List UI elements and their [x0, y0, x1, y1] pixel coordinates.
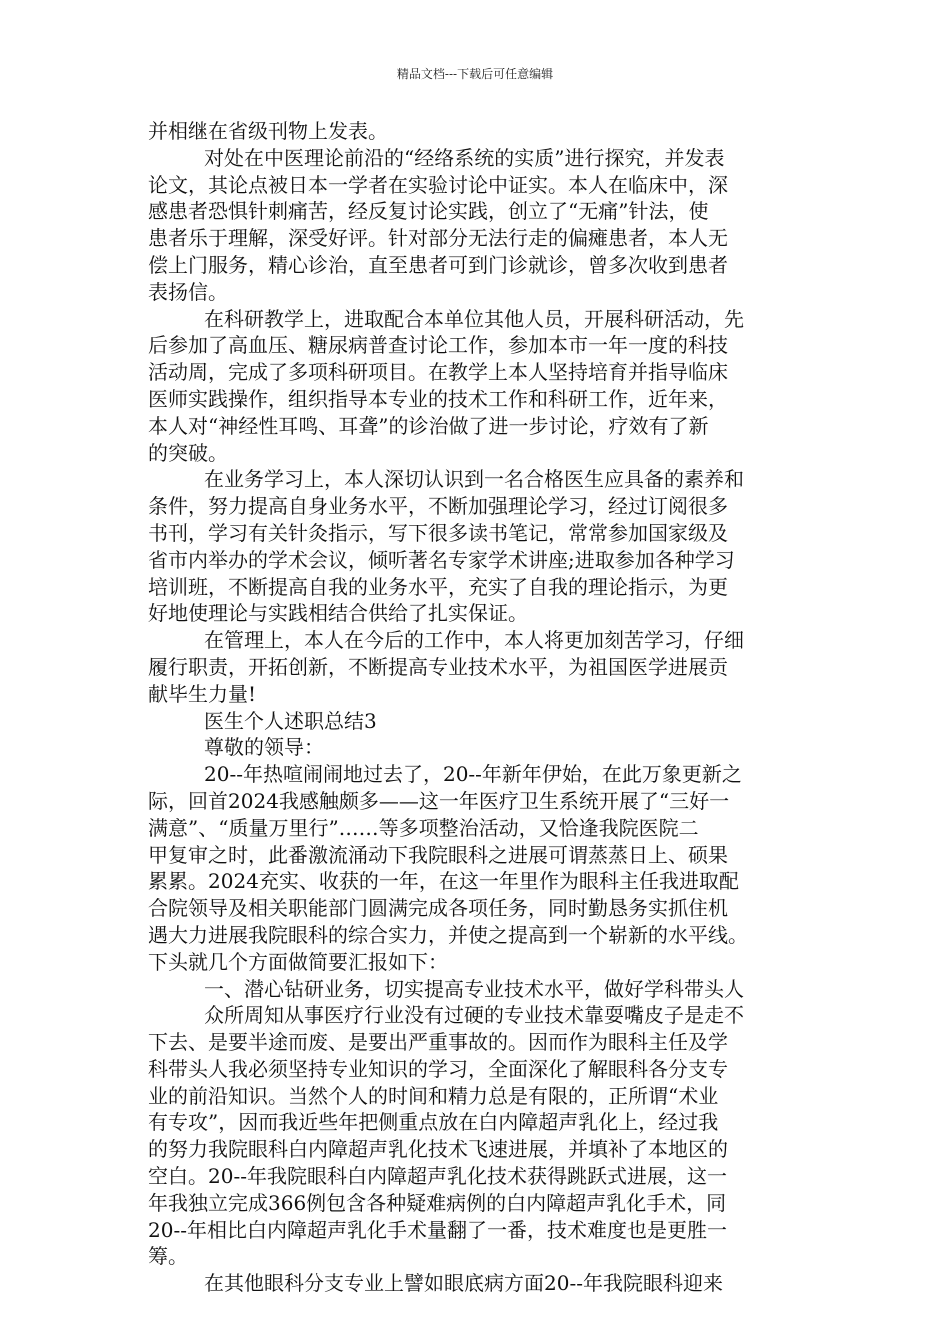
text-line: 偿上门服务，精心诊治，直至患者可到门诊就诊，曾多次收到患者 — [148, 252, 728, 277]
page-header: 精品文档---下载后可任意编辑 — [396, 67, 554, 81]
text-line: 医生个人述职总结3 — [204, 708, 377, 733]
text-line: 筹。 — [148, 1244, 188, 1269]
text-line: 尊敬的领导： — [204, 735, 324, 760]
text-line: 书刊，学习有关针灸指示，写下很多读书笔记，常常参加国家级及 — [148, 520, 728, 545]
text-line: 甲复审之时，此番激流涌动下我院眼科之进展可谓蒸蒸日上、硕果 — [148, 842, 728, 867]
text-line: 对处在中医理论前沿的“经络系统的实质”进行探究，并发表 — [204, 145, 725, 170]
text-line: 空白。20--年我院眼科白内障超声乳化技术获得跳跃式进展，这一 — [148, 1164, 727, 1189]
text-line: 业的前沿知识。当然个人的时间和精力总是有限的，正所谓“术业 — [148, 1083, 719, 1108]
text-line: 一、潜心钻研业务，切实提高专业技术水平，做好学科带头人 — [204, 976, 744, 1001]
text-line: 后参加了高血压、糖尿病普查讨论工作，参加本市一年一度的科技 — [148, 333, 728, 358]
document-body — [148, 118, 813, 1297]
text-line: 满意”、“质量万里行”……等多项整治活动，又恰逢我院医院二 — [148, 815, 699, 840]
text-line: 在管理上，本人在今后的工作中，本人将更加刻苦学习，仔细 — [204, 628, 744, 653]
text-line: 本人对“神经性耳鸣、耳聋”的诊治做了进一步讨论，疗效有了新 — [148, 413, 709, 438]
text-line: 科带头人我必须坚持专业知识的学习，全面深化了解眼科各分支专 — [148, 1056, 728, 1081]
text-line: 医师实践操作，组织指导本专业的技术工作和科研工作，近年来， — [148, 386, 728, 411]
text-line: 20--年相比白内障超声乳化手术量翻了一番，技术难度也是更胜一 — [148, 1217, 727, 1242]
text-line: 患者乐于理解，深受好评。针对部分无法行走的偏瘫患者，本人无 — [148, 226, 728, 251]
text-line: 在业务学习上，本人深切认识到一名合格医生应具备的素养和 — [204, 467, 744, 492]
text-line: 在科研教学上，进取配合本单位其他人员，开展科研活动，先 — [204, 306, 744, 331]
text-line: 履行职责，开拓创新，不断提高专业技术水平，为祖国医学进展贡 — [148, 654, 728, 679]
text-line: 在其他眼科分支专业上譬如眼底病方面20--年我院眼科迎来 — [204, 1271, 723, 1296]
text-line: 20--年热喧闹闹地过去了，20--年新年伊始，在此万象更新之 — [204, 762, 742, 787]
text-line: 年我独立完成366例包含各种疑难病例的白内障超声乳化手术，同 — [148, 1190, 727, 1215]
text-line: 培训班，不断提高自我的业务水平，充实了自我的理论指示，为更 — [148, 574, 728, 599]
text-line: 下去、是要半途而废、是要出严重事故的。因而作为眼科主任及学 — [148, 1030, 728, 1055]
text-line: 的突破。 — [148, 440, 228, 465]
text-line: 条件，努力提高自身业务水平，不断加强理论学习，经过订阅很多 — [148, 494, 728, 519]
text-line: 遇大力进展我院眼科的综合实力，并使之提高到一个崭新的水平线。 — [148, 922, 748, 947]
text-line: 论文，其论点被日本一学者在实验讨论中证实。本人在临床中，深 — [148, 172, 728, 197]
text-line: 累累。2024充实、收获的一年，在这一年里作为眼科主任我进取配 — [148, 869, 739, 894]
text-line: 活动周，完成了多项科研项目。在教学上本人坚持培育并指导临床 — [148, 360, 728, 385]
text-line: 并相继在省级刊物上发表。 — [148, 119, 388, 143]
text-line: 表扬信。 — [148, 279, 228, 304]
text-line: 省市内举办的学术会议，倾听著名专家学术讲座;进取参加各种学习 — [148, 547, 735, 572]
text-line: 献毕生力量! — [148, 681, 257, 706]
text-line: 的努力我院眼科白内障超声乳化技术飞速进展，并填补了本地区的 — [148, 1137, 728, 1162]
text-line: 好地使理论与实践相结合供给了扎实保证。 — [148, 601, 528, 626]
text-line: 有专攻”，因而我近些年把侧重点放在白内障超声乳化上，经过我 — [148, 1110, 719, 1135]
text-line: 感患者恐惧针刺痛苦，经反复讨论实践，创立了“无痛”针法，使 — [148, 199, 709, 224]
text-line: 下头就几个方面做简要汇报如下： — [148, 949, 448, 974]
text-line: 际，回首2024我感触颇多——这一年医疗卫生系统开展了“三好一 — [148, 788, 730, 813]
text-line: 众所周知从事医疗行业没有过硬的专业技术靠耍嘴皮子是走不 — [204, 1003, 744, 1028]
text-line: 合院领导及相关职能部门圆满完成各项任务，同时勤恳务实抓住机 — [148, 896, 728, 921]
